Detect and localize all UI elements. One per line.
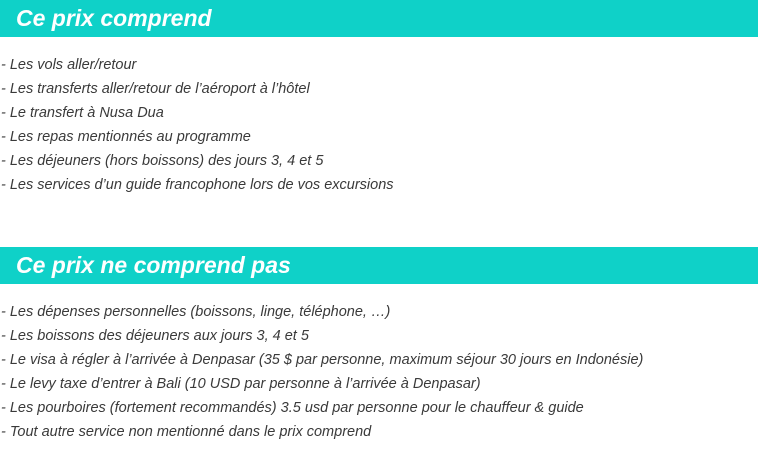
included-item: - Les vols aller/retour bbox=[1, 57, 137, 73]
excluded-item: - Les boissons des déjeuners aux jours 3, 4 et 5 bbox=[1, 328, 309, 344]
excluded-heading: Ce prix ne comprend pas bbox=[0, 247, 758, 284]
included-list bbox=[0, 53, 394, 197]
excluded-item: - Les pourboires (fortement recommandés) 3.5 usd par personne pour le chauffeur & guide bbox=[1, 400, 584, 416]
included-item: - Les transferts aller/retour de l’aéroport à l’hôtel bbox=[1, 81, 310, 97]
excluded-section bbox=[0, 247, 758, 440]
excluded-item: - Tout autre service non mentionné dans le prix comprend bbox=[1, 424, 372, 440]
included-item: - Le transfert à Nusa Dua bbox=[1, 105, 164, 121]
included-heading: Ce prix comprend bbox=[0, 0, 758, 37]
excluded-list bbox=[0, 300, 643, 444]
excluded-item: - Le visa à régler à l’arrivée à Denpasar (35 $ par personne, maximum séjour 30 jours en Indonésie) bbox=[1, 352, 644, 368]
excluded-item: - Le levy taxe d’entrer à Bali (10 USD par personne à l’arrivée à Denpasar) bbox=[1, 376, 481, 392]
included-item: - Les déjeuners (hors boissons) des jours 3, 4 et 5 bbox=[1, 153, 324, 169]
excluded-item: - Les dépenses personnelles (boissons, linge, téléphone, …) bbox=[1, 304, 391, 320]
included-item: - Les repas mentionnés au programme bbox=[1, 129, 251, 145]
included-section bbox=[0, 0, 758, 193]
included-item: - Les services d’un guide francophone lors de vos excursions bbox=[1, 177, 394, 193]
